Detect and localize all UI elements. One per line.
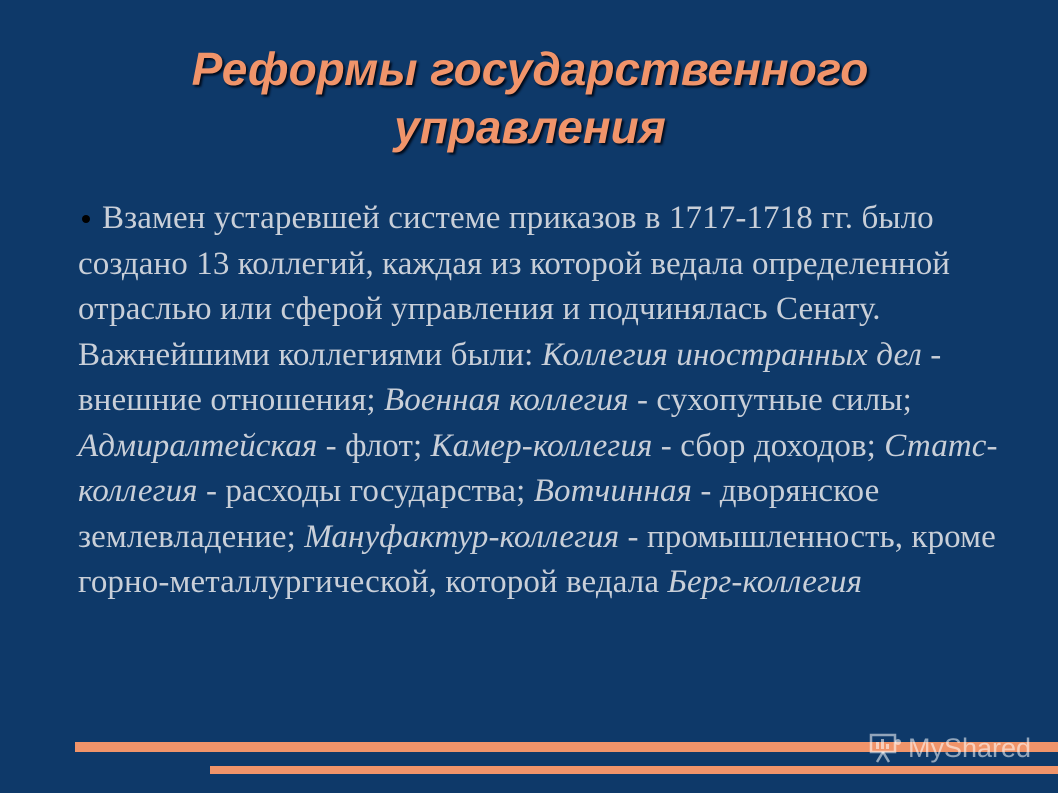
title-line-1: Реформы государственного xyxy=(191,43,869,95)
text-segment: - флот; xyxy=(317,427,431,464)
term-berg: Берг-коллегия xyxy=(667,564,863,600)
slide-title xyxy=(60,40,1000,156)
term-shtats: Статс-коллегия xyxy=(78,427,998,509)
text-segment: - сухопутные силы; xyxy=(628,382,912,418)
presentation-board-icon xyxy=(868,732,902,764)
bullet-dot-icon xyxy=(82,215,90,223)
term-manufaktur: Мануфактур-коллегия xyxy=(304,518,620,555)
text-segment: Взамен устаревшей системе приказов в 1717-1718 гг. было создано 13 коллегий, каждая из которой ведала определенной отраслью или сферой управления и подчинялась Сенату. Важнейшими коллегиями были: xyxy=(78,200,951,373)
text-segment: - сбор доходов; xyxy=(652,427,885,464)
text-segment: - промышленность, кроме горно-металлургической, которой ведала xyxy=(78,518,996,600)
accent-rule-bottom xyxy=(210,766,1058,774)
bullet-paragraph xyxy=(78,196,1013,606)
text-segment: - расходы государства; xyxy=(197,473,534,509)
text-segment: - внешние отношения; xyxy=(78,336,942,418)
watermark-text: MyShared xyxy=(908,732,1032,763)
term-kamer: Камер-коллегия xyxy=(430,427,653,464)
term-foreign-affairs: Коллегия иностранных дел xyxy=(541,336,922,373)
watermark xyxy=(868,730,1031,766)
term-military: Военная коллегия xyxy=(384,382,629,418)
text-segment: - дворянское землевладение; xyxy=(78,473,880,555)
term-admiralty: Адмиралтейская xyxy=(78,427,318,464)
title-line-2: управления xyxy=(394,101,666,153)
term-votchina: Вотчинная xyxy=(533,473,692,509)
